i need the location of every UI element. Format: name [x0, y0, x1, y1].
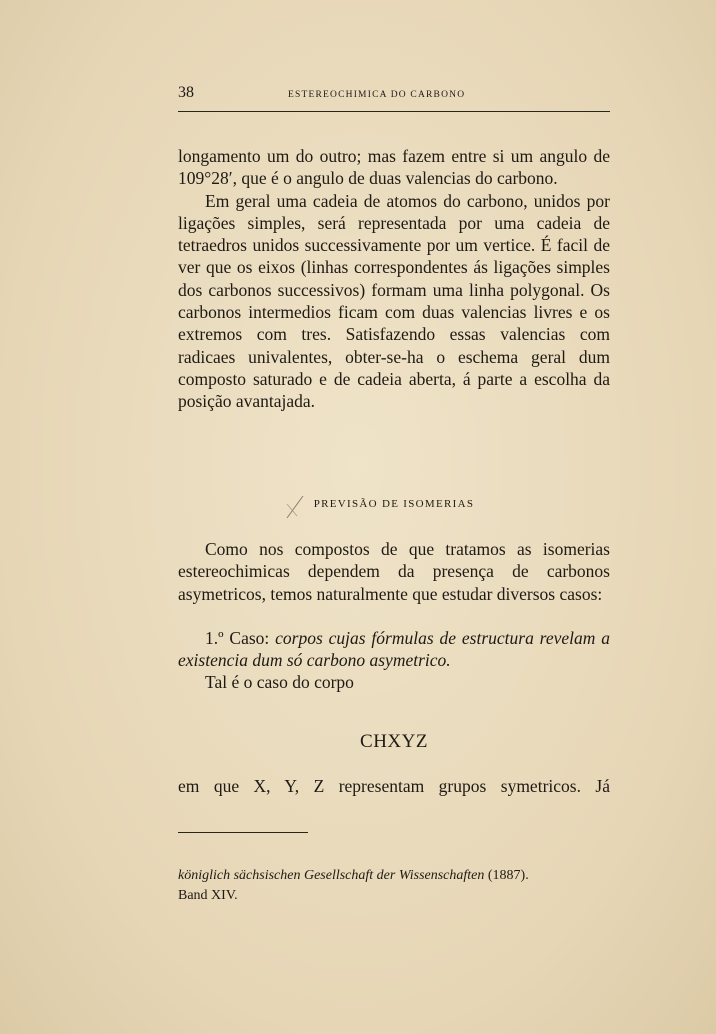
case-paragraph [178, 627, 610, 672]
footnote-rule [178, 832, 308, 833]
after-formula-text: em que X, Y, Z representam grupos symetricos. Já [178, 776, 610, 796]
section-text [178, 538, 610, 694]
page-header [178, 84, 610, 104]
footnote-citation: königlich sächsischen Gesellschaft der Wissenschaften [178, 868, 485, 883]
paragraph-continuation: longamento um do outro; mas fazem entre si um angulo de 109°28′, que é o angulo de duas valencias do carbono. [178, 146, 610, 189]
case-text: corpos cujas fórmulas de estructura revelam a existencia dum só carbono asymetrico. [178, 627, 611, 671]
page-number: 38 [178, 84, 194, 101]
formula: CHXYZ [360, 731, 428, 752]
main-text [178, 145, 610, 413]
footnote-volume: Band XIV. [178, 888, 238, 903]
running-head: ESTEREOCHIMICA DO CARBONO [288, 90, 466, 100]
case-label: 1.º Caso: [205, 627, 270, 648]
section-intro: Como nos compostos de que tratamos as isomerias estereochimicas dependem da presença de carbonos asymetricos, temos naturalmente que estudar diversos casos: [178, 539, 610, 604]
section-heading: PREVISÃO DE ISOMERIAS [313, 498, 475, 510]
example-intro: Tal é o caso do corpo [205, 672, 354, 693]
paragraph-cadeia: Em geral uma cadeia de atomos do carbono, unidos por ligações simples, será representada por uma cadeia de tetraedros unidos successivamente por um vertice. É facil de ver que os eixos (linhas correspondentes ás ligações simples dos carbonos successivos) formam uma linha polygonal. Os carbonos intermedios ficam com duas valencias livres e os extremos com tres. Satisfazendo essas valencias com radicaes univalentes, obter-se-ha o eschema geral dum composto saturado e de cadeia aberta, á parte a escolha da posição avantajada. [178, 190, 610, 412]
footnote-year: (1887). [487, 868, 529, 883]
header-rule [178, 111, 610, 112]
footnote [178, 866, 610, 906]
